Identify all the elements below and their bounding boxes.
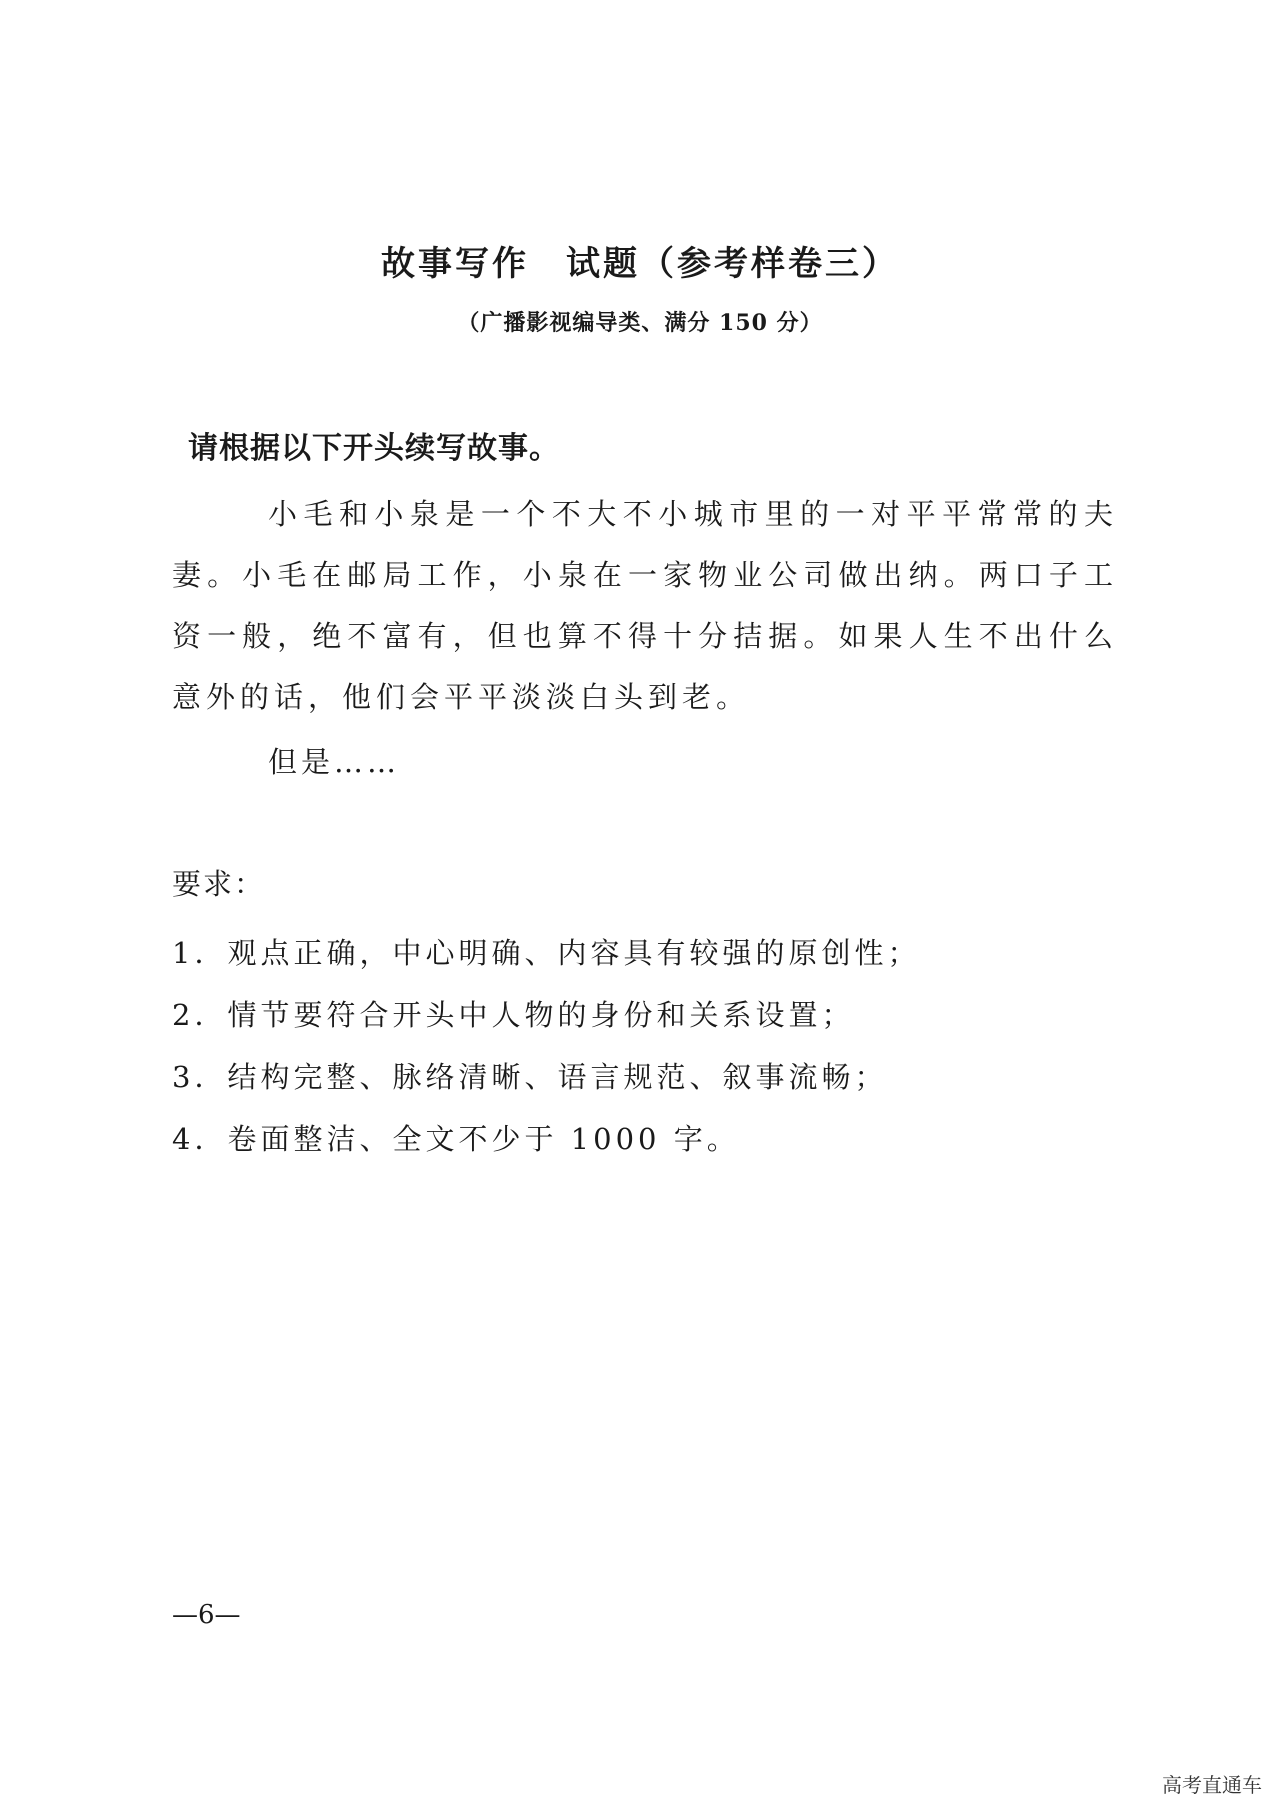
page-subtitle: （广播影视编导类、满分 150 分） (457, 310, 823, 336)
requirement-item: 1．观点正确，中心明确、内容具有较强的原创性； (172, 936, 921, 970)
page-number: —6— (172, 1600, 241, 1630)
writing-prompt: 请根据以下开头续写故事。 (188, 431, 560, 466)
requirement-item: 3．结构完整、脉络清晰、语言规范、叙事流畅； (172, 1060, 888, 1094)
requirement-item: 4．卷面整洁、全文不少于 1000 字。 (172, 1122, 740, 1156)
story-opening-paragraph: 小毛和小泉是一个不大不小城市里的一对平平常常的夫妻。小毛在邮局工作，小泉在一家物业公司做出纳。两口子工资一般，绝不富有，但也算不得十分拮据。如果人生不出什么意外的话，他们会平平淡淡白头到老。 (172, 497, 1118, 714)
story-continuation: 但是…… (268, 745, 401, 779)
requirement-item: 2．情节要符合开头中人物的身份和关系设置； (172, 998, 855, 1032)
requirements-heading: 要求： (172, 867, 266, 901)
requirements-list (172, 922, 920, 1170)
watermark: 高考直通车 (1162, 1773, 1262, 1797)
page-title: 故事写作 试题（参考样卷三） (381, 244, 899, 284)
